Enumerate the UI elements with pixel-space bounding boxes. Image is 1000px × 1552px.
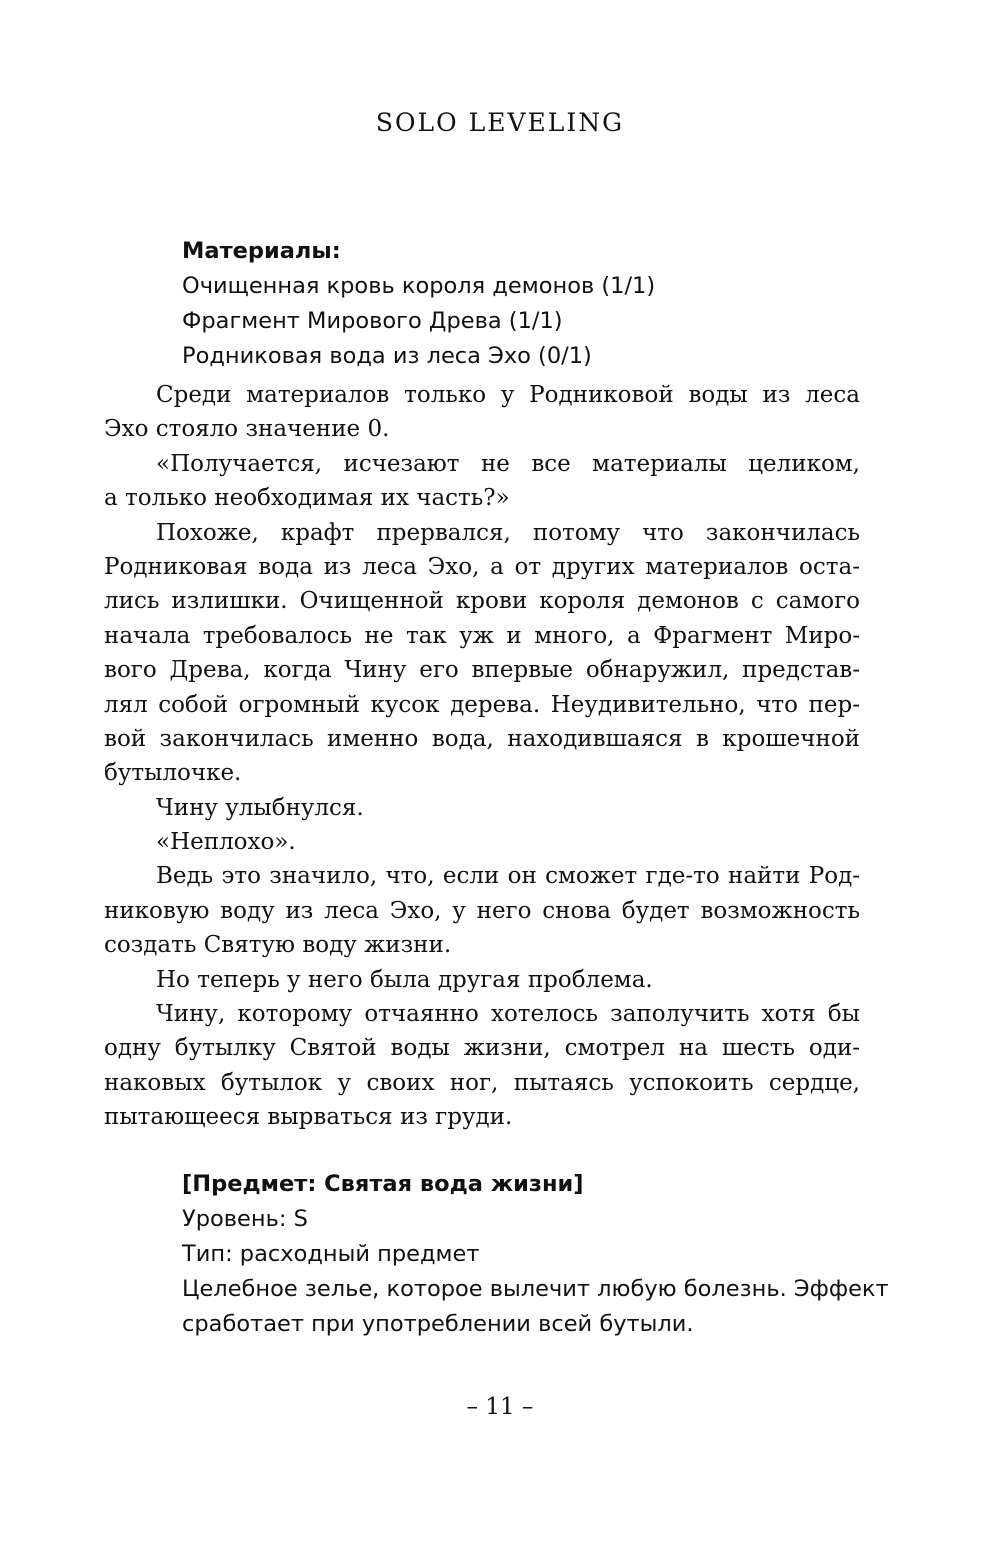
body-line: вого Древа, когда Чину его впервые обнаружил, представ-	[104, 657, 860, 684]
material-item: Очищенная кровь короля демонов (1/1)	[182, 273, 656, 299]
body-line: вой закончилась именно вода, находившаяся в крошечной	[104, 725, 860, 752]
body-line: Но теперь у него была другая проблема.	[156, 966, 653, 993]
body-line: создать Святую воду жизни.	[104, 932, 452, 959]
material-item: Родниковая вода из леса Эхо (0/1)	[182, 343, 592, 369]
body-line: Ведь это значило, что, если он сможет где-то найти Род-	[156, 863, 860, 890]
body-line: «Неплохо».	[156, 829, 296, 856]
body-line: «Получается, исчезают не все материалы целиком,	[156, 450, 860, 477]
materials-block	[182, 234, 902, 374]
materials-heading: Материалы:	[182, 238, 341, 264]
body-line: Чину, которому отчаянно хотелось заполучить хотя бы	[156, 1001, 860, 1028]
body-line: Чину улыбнулся.	[156, 794, 364, 821]
running-title: SOLO LEVELING	[375, 108, 625, 137]
body-line: Похоже, крафт прервался, потому что закончилась	[156, 519, 860, 546]
body-line: Родниковая вода из леса Эхо, а от других материалов оста-	[104, 553, 860, 580]
item-block	[182, 1167, 902, 1342]
material-item: Фрагмент Мирового Древа (1/1)	[182, 308, 563, 334]
body-line: бутылочке.	[104, 760, 242, 787]
body-line: лись излишки. Очищенной крови короля демонов с самого	[104, 588, 860, 615]
body-line: Эхо стояло значение 0.	[104, 416, 390, 443]
body-line: Среди материалов только у Родниковой воды из леса	[156, 382, 860, 408]
page-number: – 11 –	[466, 1394, 534, 1420]
body-line: наковых бутылок у своих ног, пытаясь успокоить сердце,	[104, 1069, 860, 1096]
body-line: начала требовалось не так уж и много, а Фрагмент Миро-	[104, 622, 860, 649]
body-line: одну бутылку Святой воды жизни, смотрел на шесть оди-	[104, 1035, 860, 1062]
item-description-line: Целебное зелье, которое вылечит любую болезнь. Эффект	[182, 1276, 889, 1302]
item-description-line: сработает при употреблении всей бутыли.	[182, 1311, 694, 1337]
item-title: [Предмет: Святая вода жизни]	[182, 1171, 584, 1197]
item-level: Уровень: S	[182, 1206, 308, 1232]
body-text	[104, 378, 860, 1135]
body-line: лял собой огромный кусок дерева. Неудивительно, что пер-	[104, 691, 860, 718]
body-line: никовую воду из леса Эхо, у него снова будет возможность	[104, 897, 860, 924]
item-type: Тип: расходный предмет	[182, 1241, 480, 1267]
body-line: пытающееся вырваться из груди.	[104, 1104, 513, 1131]
body-line: а только необходимая их часть?»	[104, 485, 510, 512]
